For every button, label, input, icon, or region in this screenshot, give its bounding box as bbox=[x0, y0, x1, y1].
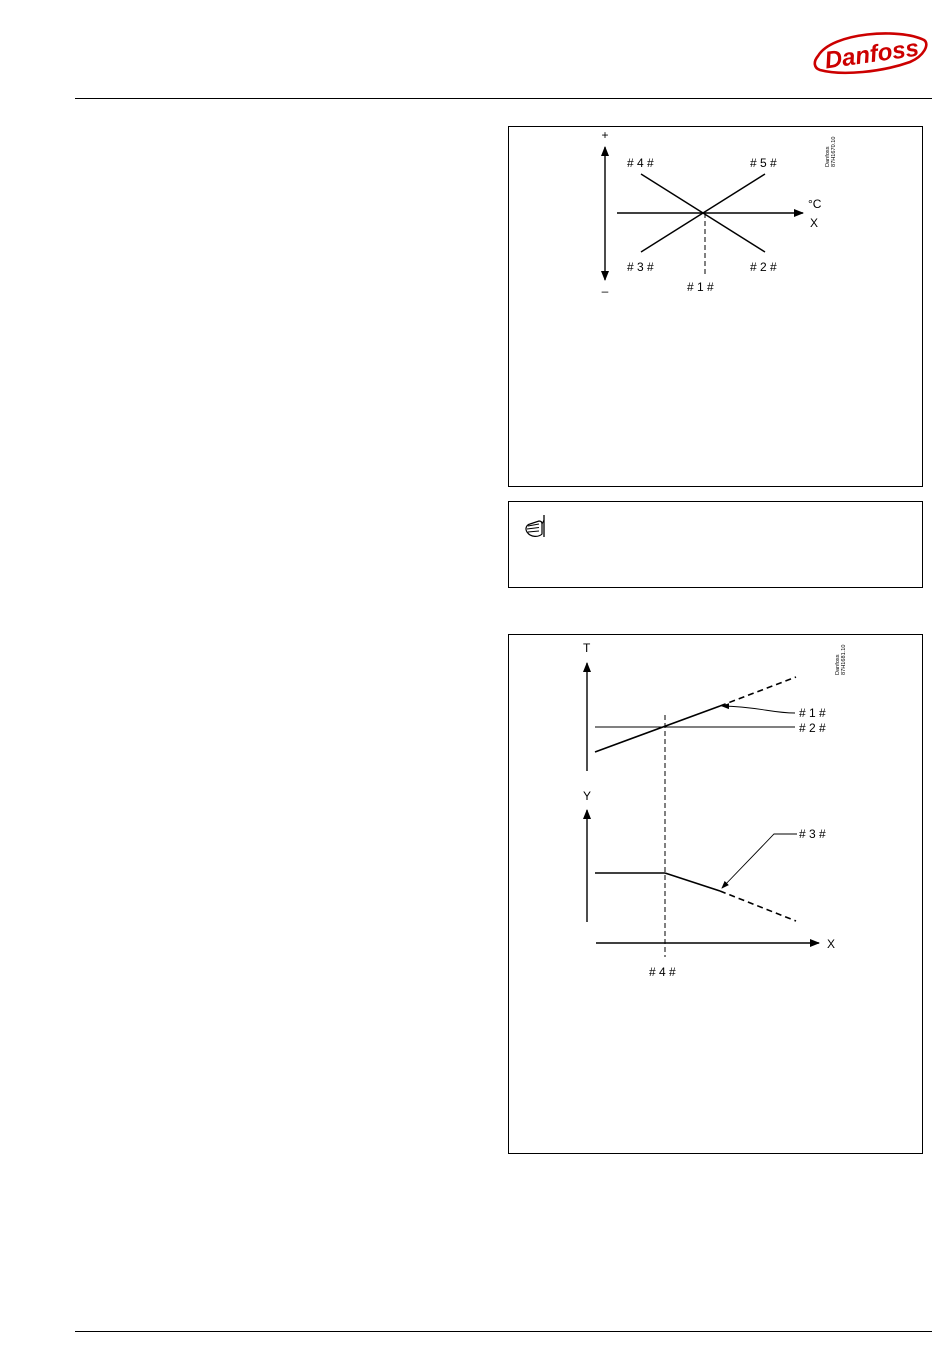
figure-1-diagram bbox=[509, 127, 922, 486]
danfoss-logo bbox=[812, 26, 932, 80]
unit-label: °C bbox=[808, 197, 822, 211]
label-2: # 2 # bbox=[750, 260, 777, 274]
label-4: # 4 # bbox=[649, 965, 676, 979]
label-5: # 5 # bbox=[750, 156, 777, 170]
figure-1-code-line2: 87H1670.10 bbox=[831, 136, 837, 167]
note-frame bbox=[508, 501, 923, 588]
svg-text:Danfoss: Danfoss bbox=[823, 34, 921, 75]
label-1: # 1 # bbox=[799, 706, 826, 720]
line-3-dashed bbox=[720, 891, 796, 921]
y-axis-label: Y bbox=[583, 789, 592, 803]
leader-3 bbox=[722, 834, 797, 888]
minus-sign: – bbox=[601, 284, 609, 298]
pointing-hand-icon bbox=[521, 512, 553, 544]
figure-2-code-line2: 87H1681.10 bbox=[841, 644, 847, 675]
plus-sign: + bbox=[601, 128, 609, 142]
header-rule bbox=[75, 98, 932, 99]
figure-1-code-line1: Danfoss bbox=[825, 146, 831, 167]
label-4: # 4 # bbox=[627, 156, 654, 170]
line-3-falling bbox=[665, 873, 720, 891]
figure-2-code-line1: Danfoss bbox=[835, 654, 841, 675]
footer-rule bbox=[75, 1331, 932, 1332]
label-3: # 3 # bbox=[799, 827, 826, 841]
figure-1-frame bbox=[508, 126, 923, 487]
figure-2-diagram bbox=[509, 635, 922, 1153]
line-1-dashed bbox=[720, 677, 796, 706]
x-axis-label: X bbox=[810, 216, 819, 230]
label-2: # 2 # bbox=[799, 721, 826, 735]
label-3: # 3 # bbox=[627, 260, 654, 274]
leader-1 bbox=[722, 706, 795, 713]
t-axis-label: T bbox=[583, 641, 591, 655]
label-1: # 1 # bbox=[687, 280, 714, 294]
x-axis-label: X bbox=[827, 937, 836, 951]
line-1-solid bbox=[595, 706, 720, 752]
figure-2-frame bbox=[508, 634, 923, 1154]
